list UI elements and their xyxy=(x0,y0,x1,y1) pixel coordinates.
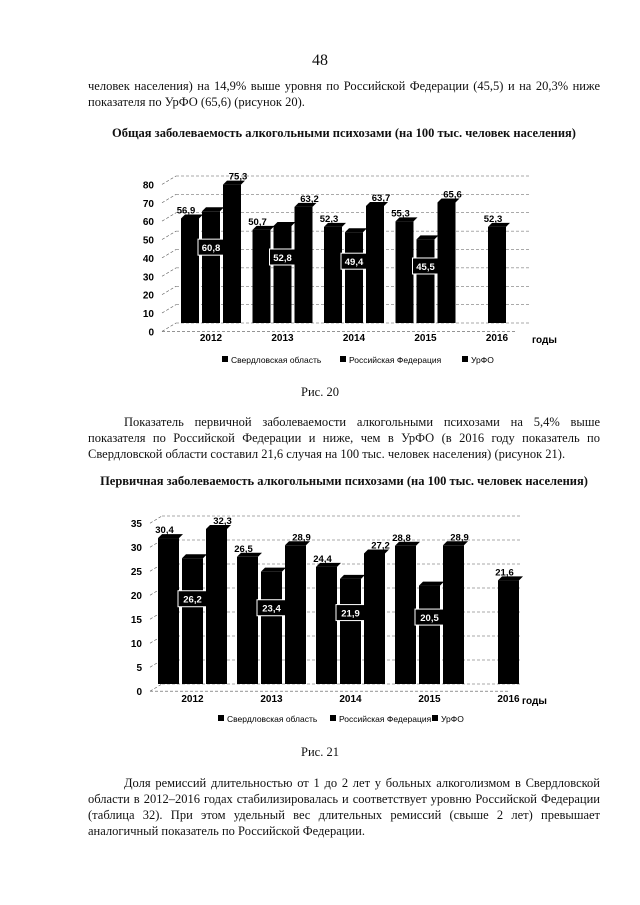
bar-urfo-2015 xyxy=(438,202,456,323)
y-tick-label: 0 xyxy=(136,687,142,699)
gridline-depth xyxy=(162,268,176,276)
bar-sverdlovsk-2015 xyxy=(396,221,414,323)
gridline-depth xyxy=(150,516,162,523)
bar-urfo-2014 xyxy=(366,206,384,323)
y-tick-label: 10 xyxy=(142,309,154,321)
y-tick-label: 70 xyxy=(142,198,154,210)
data-label: 28,9 xyxy=(292,532,311,544)
bar-sverdlovsk-2013 xyxy=(237,557,258,684)
legend-swatch xyxy=(330,715,336,721)
y-tick-label: 35 xyxy=(130,519,142,531)
data-label: 63,7 xyxy=(371,192,391,204)
bar-sverdlovsk-2016 xyxy=(498,580,519,684)
data-label: 52,8 xyxy=(273,252,292,264)
bar-russia-2012 xyxy=(202,211,220,323)
paragraph-2: Показатель первичной заболеваемости алкогольными психозами на 5,4% выше показателя по Российской Федерации и ниже, чем в УрФО (в 2016 году показатель по Свердловской области составил 21,6 случая на 100 тыс. человек населения) (рисунок 21). xyxy=(88,415,600,461)
chart-2-caption: Рис. 21 xyxy=(301,745,339,759)
data-label: 21,6 xyxy=(495,567,514,579)
bar-sverdlovsk-2016 xyxy=(488,227,506,323)
x-axis-label: годы xyxy=(532,335,557,346)
y-tick-label: 60 xyxy=(142,217,154,229)
data-label: 23,4 xyxy=(262,603,281,615)
bar-russia-2014 xyxy=(340,579,361,684)
gridline-depth xyxy=(162,323,176,331)
bar-russia-2012 xyxy=(182,558,203,684)
data-label: 21,9 xyxy=(341,608,360,620)
chart-1 xyxy=(0,148,640,376)
bar-russia-2014 xyxy=(345,232,363,323)
bar-russia-2013 xyxy=(261,572,282,684)
x-tick-label: 2013 xyxy=(260,694,283,705)
bar-top xyxy=(419,582,444,586)
bar-urfo-2012 xyxy=(223,185,241,323)
chart-2 xyxy=(0,496,640,732)
gridline-depth xyxy=(150,684,162,691)
x-tick-label: 2014 xyxy=(339,694,362,705)
bar-top xyxy=(182,554,207,558)
y-tick-label: 20 xyxy=(130,591,142,603)
data-label: 63,2 xyxy=(300,193,319,205)
bar-sverdlovsk-2013 xyxy=(253,230,271,323)
y-tick-label: 15 xyxy=(130,615,142,627)
y-tick-label: 0 xyxy=(148,327,154,339)
bar-urfo-2012 xyxy=(206,529,227,684)
bar-urfo-2015 xyxy=(443,545,464,684)
bar-sverdlovsk-2014 xyxy=(316,567,337,684)
data-label: 26,2 xyxy=(183,594,202,606)
data-label: 52,3 xyxy=(483,213,503,225)
data-label: 24,4 xyxy=(313,553,332,565)
data-label: 75,3 xyxy=(228,171,248,183)
gridline-depth xyxy=(162,250,176,258)
data-label: 30,4 xyxy=(155,525,174,537)
data-label: 49,4 xyxy=(344,257,364,269)
bar-top xyxy=(345,228,367,232)
gridline-depth xyxy=(162,231,176,239)
y-tick-label: 25 xyxy=(130,567,142,579)
bar-top xyxy=(202,207,224,211)
page-number: 48 xyxy=(312,52,328,69)
data-label: 60,8 xyxy=(201,243,221,255)
bar-sverdlovsk-2012 xyxy=(181,218,199,323)
gridline-depth xyxy=(162,213,176,221)
legend-label: Российская Федерация xyxy=(339,714,432,724)
data-label: 55,3 xyxy=(391,208,410,220)
bar-russia-2015 xyxy=(417,239,435,323)
y-tick-label: 50 xyxy=(142,235,154,247)
legend-label: УрФО xyxy=(441,714,464,724)
legend-label: Свердловская область xyxy=(231,355,322,365)
paragraph-3: Доля ремиссий длительностью от 1 до 2 лет у больных алкоголизмом в Свердловской области в 2012–2016 годах стабилизировалась и соответствует уровню Российской Федерации (таблица 32). При этом удельный вес длительных ремиссий (свыше 2 лет) превышает аналогичный показатель по Российской Федерации. xyxy=(88,776,600,838)
x-tick-label: 2016 xyxy=(485,333,509,344)
chart-1-caption: Рис. 20 xyxy=(301,385,339,399)
gridline-depth xyxy=(162,176,176,184)
bar-sverdlovsk-2015 xyxy=(395,546,416,684)
chart-1-title: Общая заболеваемость алкогольными психозами (на 100 тыс. человек населения) xyxy=(112,126,576,140)
data-label: 52,3 xyxy=(319,213,339,225)
legend-swatch xyxy=(432,715,438,721)
bar-urfo-2013 xyxy=(285,545,306,684)
y-tick-label: 5 xyxy=(136,663,142,675)
x-tick-label: 2012 xyxy=(199,333,223,344)
bar-russia-2015 xyxy=(419,586,440,684)
y-tick-label: 80 xyxy=(142,180,154,192)
gridline-depth xyxy=(162,286,176,294)
data-label: 28,9 xyxy=(450,532,469,544)
data-label: 45,5 xyxy=(416,261,435,273)
paragraph-1: человек населения) на 14,9% выше уровня по Российской Федерации (45,5) и на 20,3% ниже показателя по УрФО (65,6) (рисунок 20). xyxy=(88,79,600,109)
x-tick-label: 2013 xyxy=(271,333,294,344)
x-axis-label: годы xyxy=(522,696,547,707)
y-tick-label: 40 xyxy=(142,253,154,265)
gridline-depth xyxy=(162,305,176,313)
legend-swatch xyxy=(462,356,468,362)
x-tick-label: 2014 xyxy=(342,333,366,344)
y-tick-label: 30 xyxy=(142,272,154,284)
x-tick-label: 2012 xyxy=(181,694,204,705)
bar-urfo-2014 xyxy=(364,553,385,684)
bar-top xyxy=(261,568,286,572)
data-label: 50,7 xyxy=(248,216,267,228)
x-tick-label: 2015 xyxy=(414,333,437,344)
legend-label: Российская Федерация xyxy=(349,355,442,365)
data-label: 32,3 xyxy=(213,515,232,527)
data-label: 28,8 xyxy=(392,532,411,544)
x-tick-label: 2016 xyxy=(497,694,520,705)
bar-top xyxy=(340,575,365,579)
data-label: 20,5 xyxy=(420,613,439,625)
bar-sverdlovsk-2014 xyxy=(324,227,342,323)
bar-top xyxy=(417,235,439,239)
y-tick-label: 20 xyxy=(142,290,154,302)
y-tick-label: 10 xyxy=(130,639,142,651)
data-label: 65,6 xyxy=(443,189,462,201)
x-tick-label: 2015 xyxy=(418,694,441,705)
data-label: 56,9 xyxy=(176,205,196,217)
legend-swatch xyxy=(340,356,346,362)
chart-2-title: Первичная заболеваемость алкогольными психозами (на 100 тыс. человек населения) xyxy=(100,474,588,488)
bar-russia-2013 xyxy=(274,226,292,323)
bar-urfo-2013 xyxy=(295,207,313,323)
y-tick-label: 30 xyxy=(130,543,142,555)
legend-swatch xyxy=(218,715,224,721)
gridline-depth xyxy=(162,194,176,202)
legend-swatch xyxy=(222,356,228,362)
data-label: 27,2 xyxy=(371,540,390,552)
data-label: 26,5 xyxy=(234,543,253,555)
bar-top xyxy=(274,222,296,226)
legend-label: УрФО xyxy=(471,355,494,365)
bar-sverdlovsk-2012 xyxy=(158,538,179,684)
legend-label: Свердловская область xyxy=(227,714,318,724)
